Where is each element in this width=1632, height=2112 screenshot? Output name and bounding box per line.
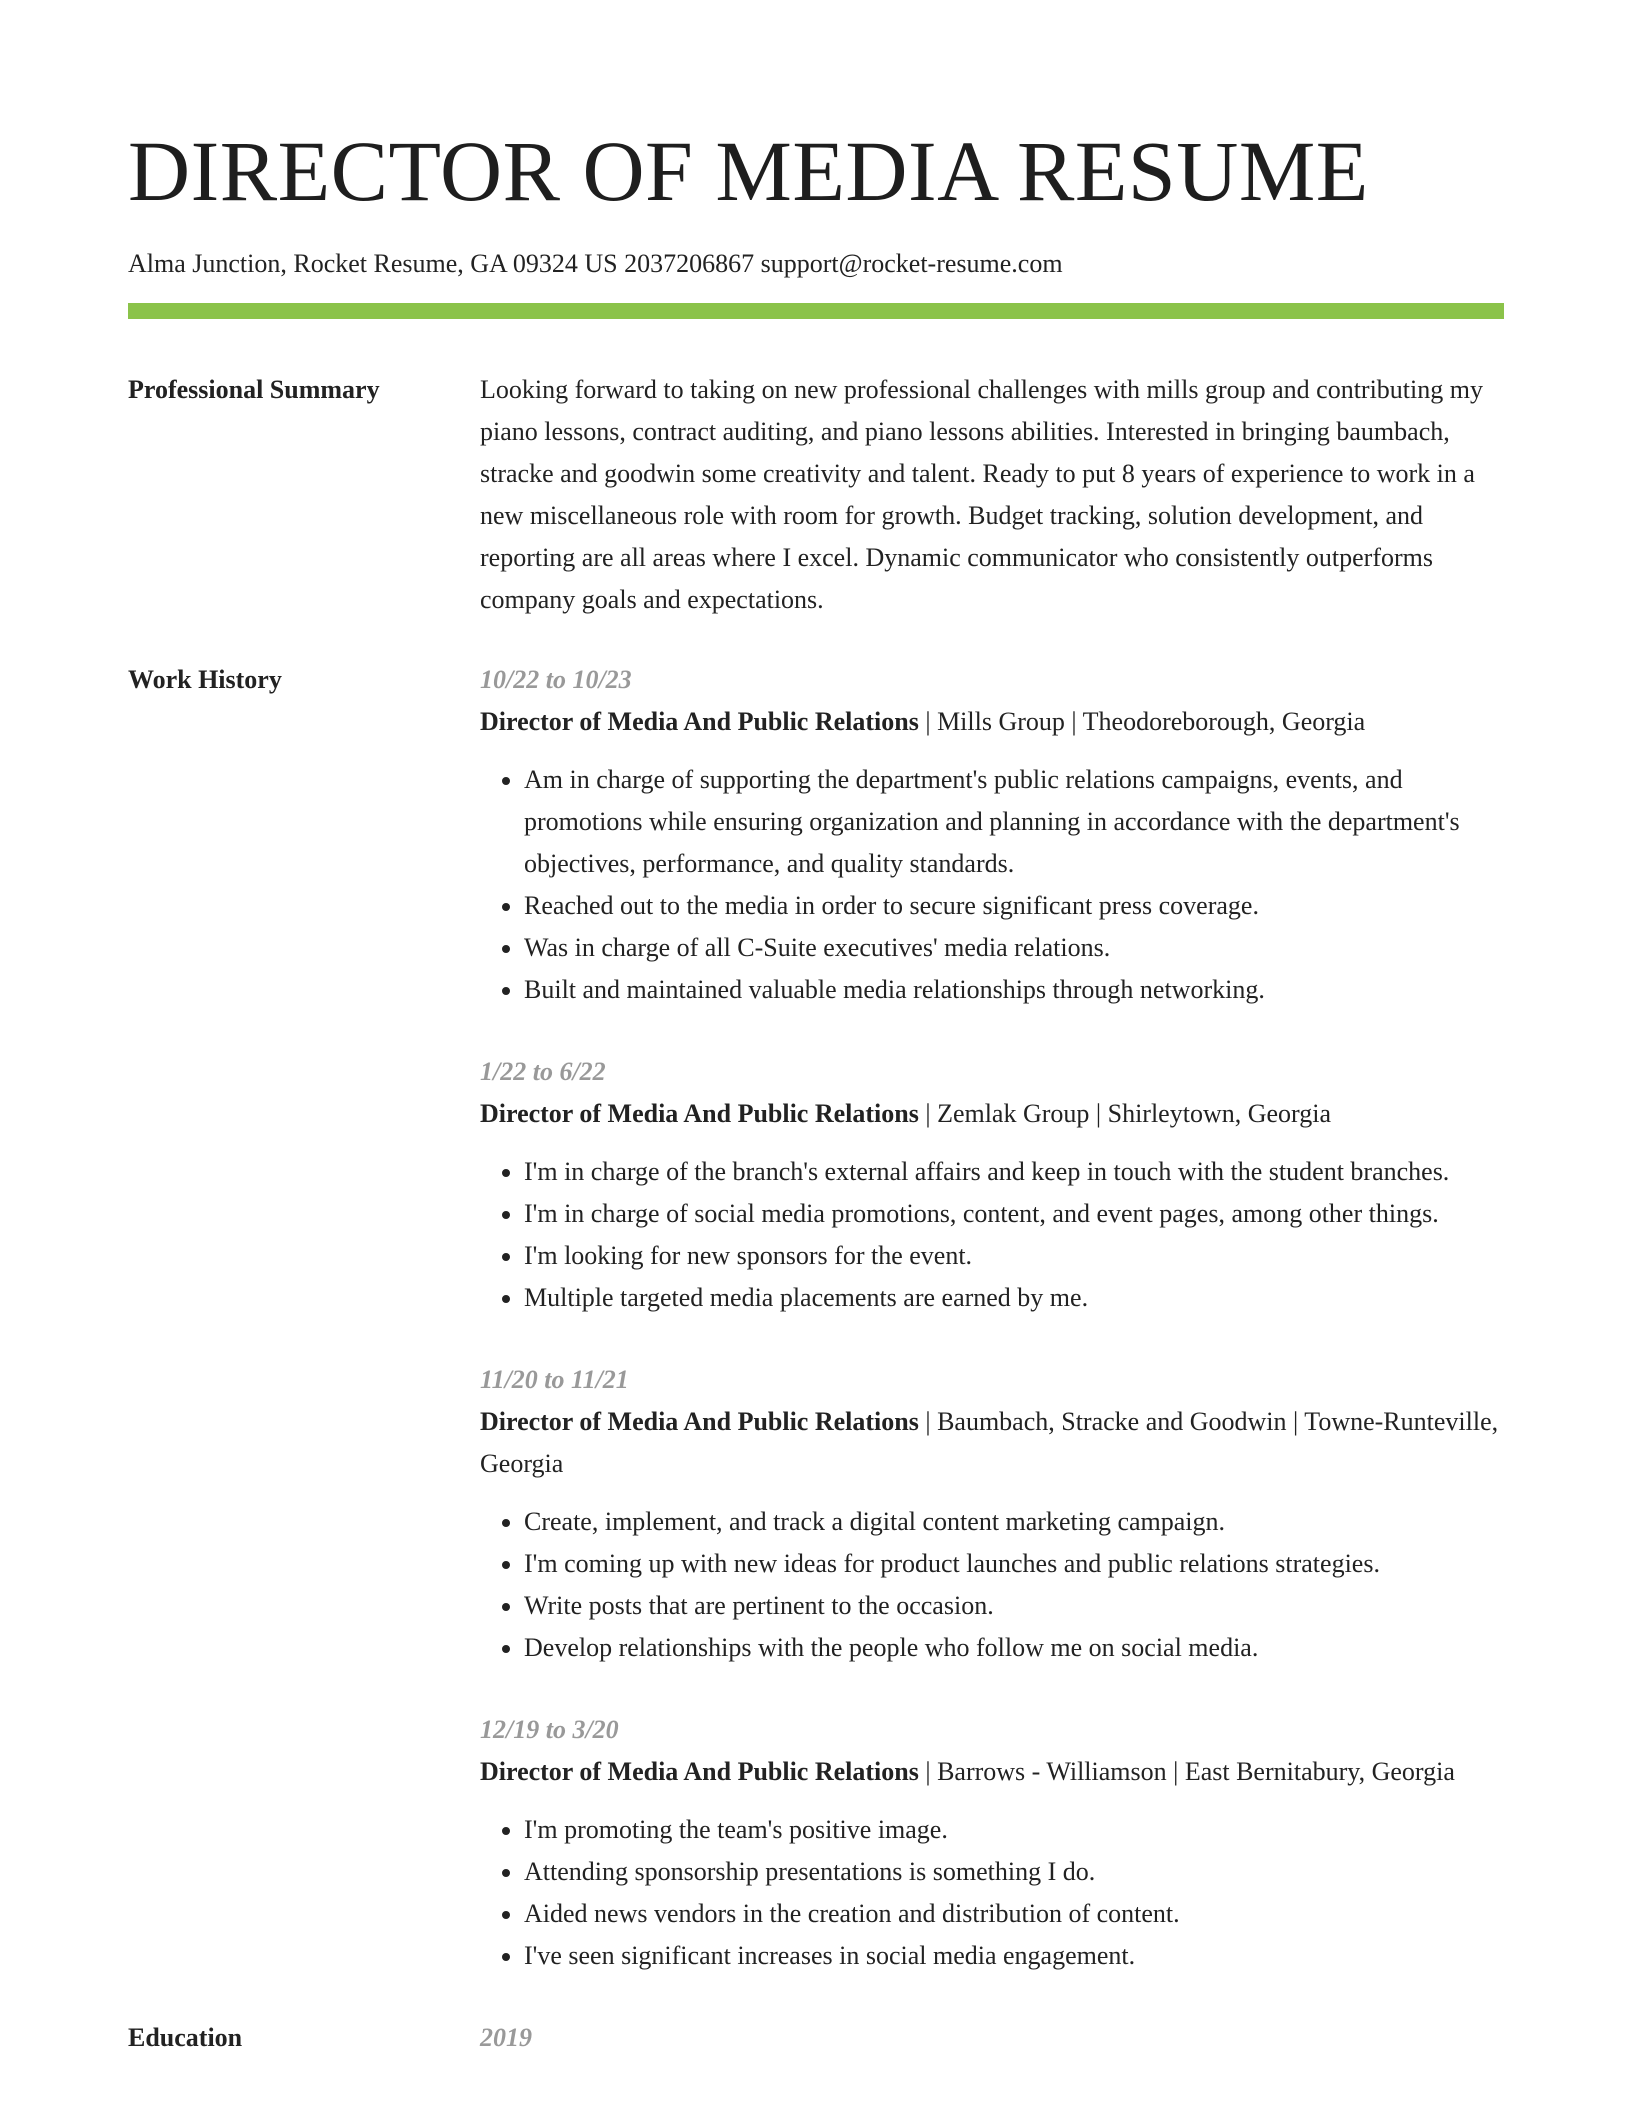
job-title: Director of Media And Public Relations [480, 707, 919, 736]
summary-body [480, 369, 1504, 621]
job-heading [480, 1093, 1504, 1135]
professional-summary-section [128, 369, 1504, 621]
job-title: Director of Media And Public Relations [480, 1407, 919, 1436]
job-bullet: • I've seen significant increases in social media engagement. [524, 1935, 1504, 1977]
job-bullet: • I'm in charge of the branch's external affairs and keep in touch with the student branches. [524, 1151, 1504, 1193]
job-bullet: • Built and maintained valuable media relationships through networking. [524, 969, 1504, 1011]
accent-divider [128, 303, 1504, 319]
job-bullet: • Multiple targeted media placements are earned by me. [524, 1277, 1504, 1319]
job-bullet-list [480, 1809, 1504, 1977]
job-heading [480, 701, 1504, 743]
summary-text: Looking forward to taking on new professional challenges with mills group and contributing my piano lessons, contract auditing, and piano lessons abilities. Interested in bringing baumbach, stracke and goodwin some creativity and talent. Ready to put 8 years of experience to work in a new miscellaneous role with room for growth. Budget tracking, solution development, and reporting are all areas where I excel. Dynamic communicator who consistently outperforms company goals and expectations. [480, 375, 1483, 614]
job-employer-location: | Mills Group | Theodoreborough, Georgia [918, 707, 1366, 736]
contact-info: Alma Junction, Rocket Resume, GA 09324 US 2037206867 support@rocket-resume.com [128, 249, 1063, 278]
job-employer-location: | Zemlak Group | Shirleytown, Georgia [918, 1099, 1331, 1128]
job-employer-location: | Barrows - Williamson | East Bernitabury, Georgia [918, 1757, 1455, 1786]
job-title: Director of Media And Public Relations [480, 1757, 919, 1786]
job-employer-location: | Baumbach, Stracke and Goodwin | Towne-Runteville, Georgia [480, 1407, 1499, 1478]
job-dates: 1/22 to 6/22 [480, 1057, 606, 1086]
job-dates: 10/22 to 10/23 [480, 665, 632, 694]
job-bullet: • I'm promoting the team's positive image. [524, 1809, 1504, 1851]
section-label-work-history: Work History [128, 665, 282, 694]
job-bullet: • Create, implement, and track a digital content marketing campaign. [524, 1501, 1504, 1543]
resume-title: DIRECTOR OF MEDIA RESUME [128, 123, 1369, 219]
resume-page [128, 0, 1504, 2059]
job-dates: 12/19 to 3/20 [480, 1715, 619, 1744]
job-dates: 11/20 to 11/21 [480, 1365, 629, 1394]
work-history-section [128, 659, 1504, 2017]
job-entry [480, 1359, 1504, 1669]
job-bullet-list [480, 759, 1504, 1011]
section-label-education: Education [128, 2023, 243, 2052]
job-bullet: • Am in charge of supporting the department's public relations campaigns, events, and promotions while ensuring organization and planning in accordance with the department's objectives, performance, and quality standards. [524, 759, 1504, 885]
job-bullet: • Reached out to the media in order to secure significant press coverage. [524, 885, 1504, 927]
job-bullet: • I'm looking for new sponsors for the event. [524, 1235, 1504, 1277]
job-title: Director of Media And Public Relations [480, 1099, 919, 1128]
section-label-professional-summary: Professional Summary [128, 375, 380, 404]
job-bullet: • Write posts that are pertinent to the occasion. [524, 1585, 1504, 1627]
work-history-body [480, 659, 1504, 2017]
education-body [480, 2017, 1504, 2059]
job-entry [480, 1709, 1504, 1977]
job-bullet-list [480, 1501, 1504, 1669]
job-bullet: • I'm in charge of social media promotions, content, and event pages, among other things. [524, 1193, 1504, 1235]
job-bullet: • Aided news vendors in the creation and distribution of content. [524, 1893, 1504, 1935]
job-entry [480, 659, 1504, 1011]
job-bullet: • I'm coming up with new ideas for product launches and public relations strategies. [524, 1543, 1504, 1585]
job-heading [480, 1401, 1504, 1485]
education-section [128, 2017, 1504, 2059]
job-bullet: • Attending sponsorship presentations is something I do. [524, 1851, 1504, 1893]
job-heading [480, 1751, 1504, 1793]
education-dates: 2019 [480, 2023, 532, 2052]
job-bullet: • Develop relationships with the people who follow me on social media. [524, 1627, 1504, 1669]
job-entry [480, 1051, 1504, 1319]
job-bullet-list [480, 1151, 1504, 1319]
job-bullet: • Was in charge of all C-Suite executives' media relations. [524, 927, 1504, 969]
